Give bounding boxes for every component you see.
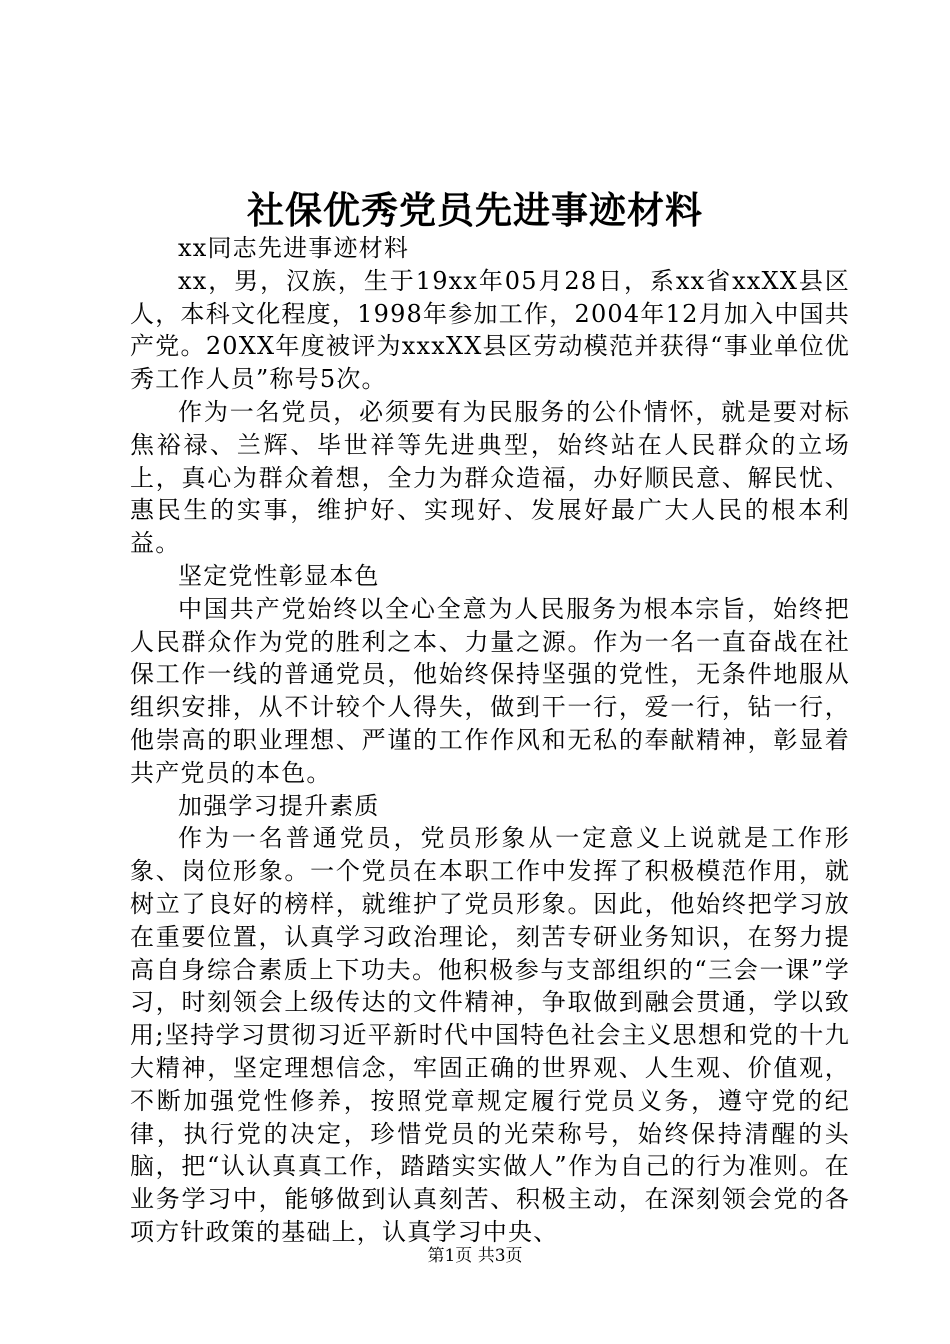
paragraph-intro: 作为一名党员，必须要有为民服务的公仆情怀，就是要对标焦裕禄、兰辉、毕世祥等先进典型，始终站在人民群众的立场上，真心为群众着想，全力为群众造福，办好顺民意、解民忧、惠民生的实事，维护好、实现好、发展好最广大人民的根本利益。	[130, 397, 850, 558]
document-title: 社保优秀党员先进事迹材料	[247, 188, 703, 232]
document-body	[130, 232, 850, 1249]
paragraph-profile: xx，男，汉族，生于19xx年05月28日，系xx省xxXX县区人，本科文化程度，1998年参加工作，2004年12月加入中国共产党。20XX年度被评为xxxXX县区劳动模范并获得“事业单位优秀工作人员”称号5次。	[130, 266, 850, 394]
paragraph-party-spirit: 中国共产党始终以全心全意为人民服务为根本宗旨，始终把人民群众作为党的胜利之本、力量之源。作为一名一直奋战在社保工作一线的普通党员，他始终保持坚强的党性，无条件地服从组织安排，从不计较个人得失，做到干一行，爱一行，钻一行，他崇高的职业理想、严谨的工作作风和无私的奉献精神，彰显着共产党员的本色。	[130, 594, 850, 787]
page-number-footer: 第1页 共3页	[427, 1246, 523, 1266]
section-heading-party-spirit: 坚定党性彰显本色	[178, 561, 380, 590]
paragraph-study: 作为一名普通党员，党员形象从一定意义上说就是工作形象、岗位形象。一个党员在本职工作中发挥了积极模范作用，就树立了良好的榜样，就维护了党员形象。因此，他始终把学习放在重要位置，认真学习政治理论，刻苦专研业务知识，在努力提高自身综合素质上下功夫。他积极参与支部组织的“三会一课”学习，时刻领会上级传达的文件精神，争取做到融会贯通，学以致用;坚持学习贯彻习近平新时代中国特色社会主义思想和党的十九大精神，坚定理想信念，牢固正确的世界观、人生观、价值观，不断加强党性修养，按照党章规定履行党员义务，遵守党的纪律，执行党的决定，珍惜党员的光荣称号，始终保持清醒的头脑，把“认认真真工作，踏踏实实做人”作为自己的行为准则。在业务学习中，能够做到认真刻苦、积极主动，在深刻领会党的各项方针政策的基础上，认真学习中央、	[130, 824, 850, 1246]
section-heading-study: 加强学习提升素质	[178, 791, 380, 820]
paragraph-subtitle: xx同志先进事迹材料	[178, 234, 410, 262]
